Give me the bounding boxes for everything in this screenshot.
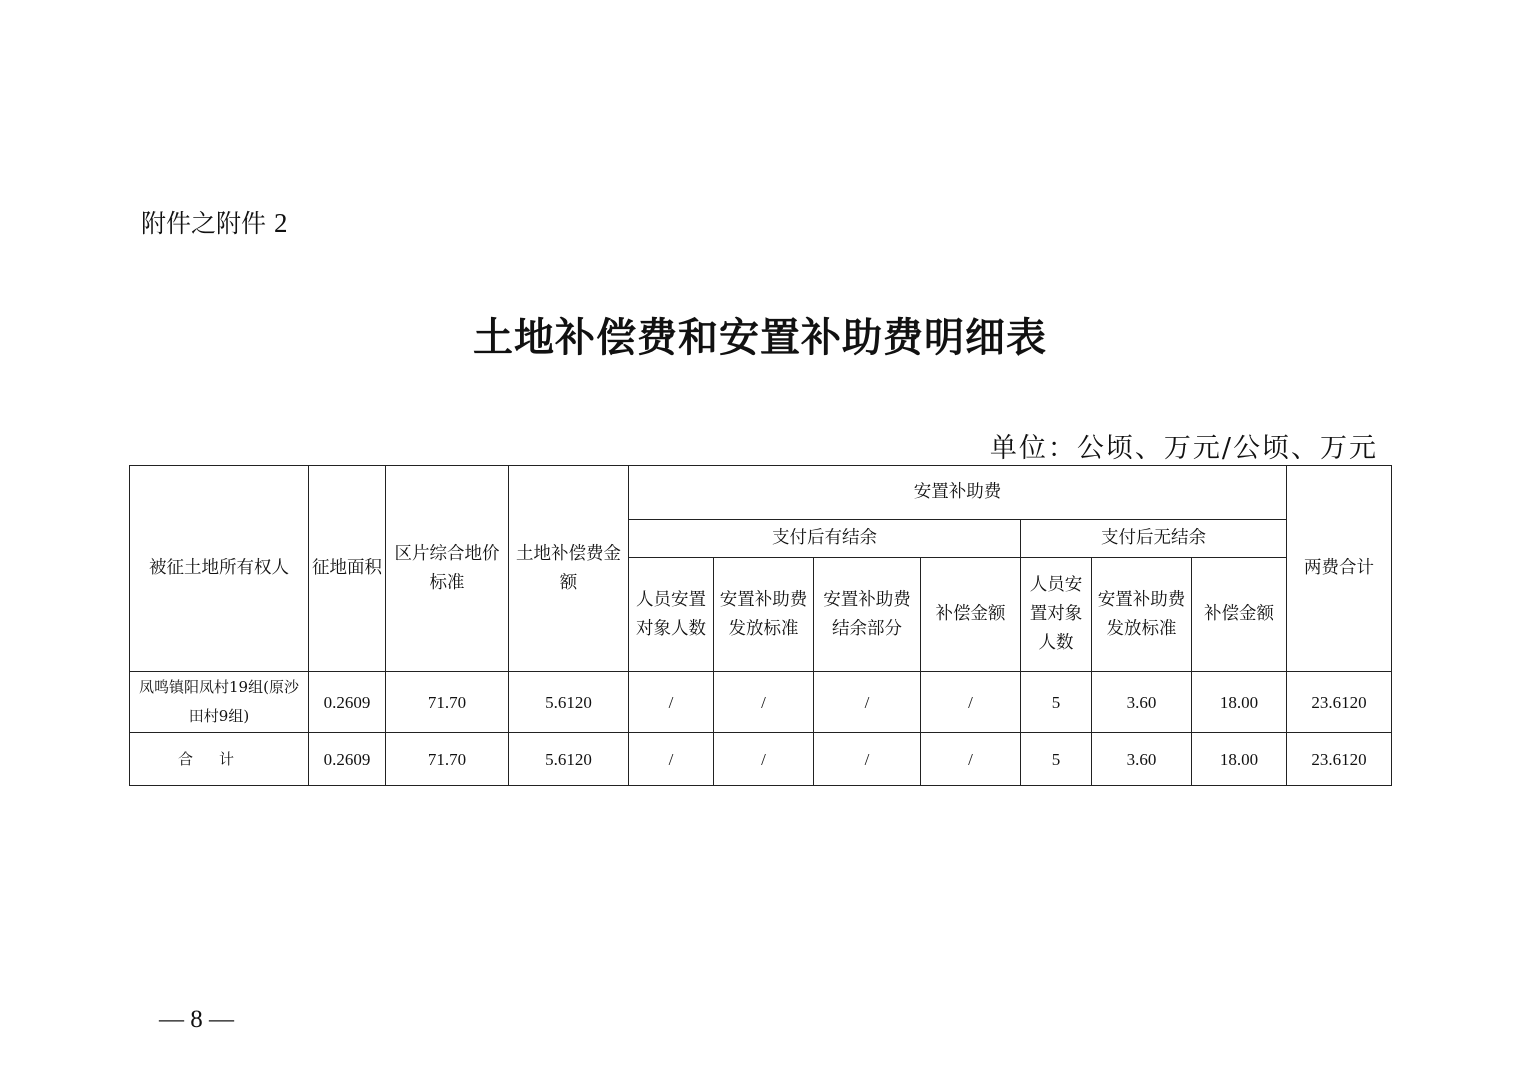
header-ws-persons: 人员安置对象人数 [629,558,714,672]
total-label: 合计 [130,733,309,786]
attachment-label [141,204,287,240]
header-ws-amount: 补偿金额 [921,558,1021,672]
total-ws-amount: / [921,733,1021,786]
cell-standard: 71.70 [386,672,509,733]
header-ns-standard: 安置补助费发放标准 [1092,558,1192,672]
total-ws-persons: / [629,733,714,786]
header-owner: 被征土地所有权人 [130,466,309,672]
cell-ns-persons: 5 [1021,672,1092,733]
total-ns-standard: 3.60 [1092,733,1192,786]
cell-ws-surplus: / [814,672,921,733]
page-title: 土地补偿费和安置补助费明细表 [473,314,1047,361]
page-number: — 8 — [159,1006,234,1033]
header-resettlement: 安置补助费 [629,466,1287,520]
header-ns-persons: 人员安置对象人数 [1021,558,1092,672]
compensation-table [129,465,1392,786]
total-standard: 71.70 [386,733,509,786]
header-standard: 区片综合地价标准 [386,466,509,672]
header-land-compensation: 土地补偿费金额 [509,466,629,672]
attachment-number: 2 [273,208,288,238]
total-land-compensation: 5.6120 [509,733,629,786]
cell-area: 0.2609 [309,672,386,733]
total-row [130,733,1392,786]
header-total: 两费合计 [1287,466,1392,672]
cell-ns-amount: 18.00 [1192,672,1287,733]
total-ns-amount: 18.00 [1192,733,1287,786]
cell-ns-standard: 3.60 [1092,672,1192,733]
total-ns-persons: 5 [1021,733,1092,786]
cell-ws-standard: / [714,672,814,733]
header-with-surplus: 支付后有结余 [629,520,1021,558]
attachment-label-text: 附件之附件 [141,209,267,238]
unit-note: 单位：公顷、万元/公顷、万元 [989,433,1378,464]
cell-total: 23.6120 [1287,672,1392,733]
header-ns-amount: 补偿金额 [1192,558,1287,672]
total-total: 23.6120 [1287,733,1392,786]
total-ws-surplus: / [814,733,921,786]
total-area: 0.2609 [309,733,386,786]
total-ws-standard: / [714,733,814,786]
cell-land-compensation: 5.6120 [509,672,629,733]
header-without-surplus: 支付后无结余 [1021,520,1287,558]
header-ws-surplus: 安置补助费结余部分 [814,558,921,672]
table-row [130,672,1392,733]
header-area: 征地面积 [309,466,386,672]
cell-ws-amount: / [921,672,1021,733]
header-ws-standard: 安置补助费发放标准 [714,558,814,672]
cell-owner: 凤鸣镇阳凤村19组(原沙田村9组) [130,672,309,733]
cell-ws-persons: / [629,672,714,733]
